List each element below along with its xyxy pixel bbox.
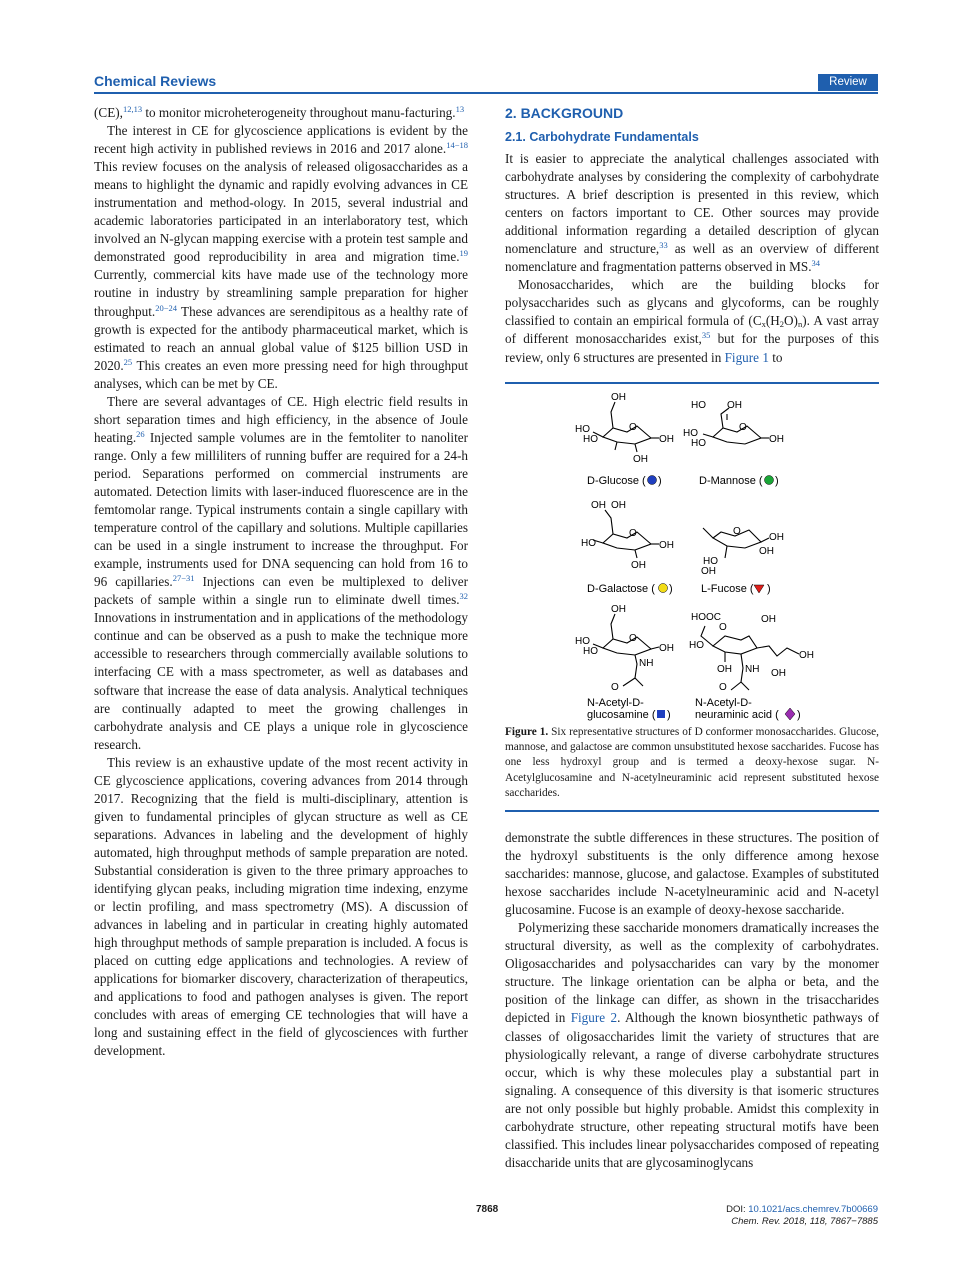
svg-text:L-Fucose (: L-Fucose ( <box>701 583 754 595</box>
svg-text:HO: HO <box>683 428 698 439</box>
svg-text:O: O <box>629 633 637 644</box>
citation[interactable]: 34 <box>811 258 821 269</box>
citation[interactable]: 26 <box>136 428 145 439</box>
svg-text:O: O <box>733 526 741 537</box>
svg-text:OH: OH <box>769 434 784 445</box>
neu5ac-symbol <box>785 708 795 720</box>
svg-text:HOOC: HOOC <box>691 612 721 623</box>
glucose-symbol <box>648 476 657 485</box>
svg-text:glucosamine (: glucosamine ( <box>587 709 656 721</box>
doi-link[interactable]: 10.1021/acs.chemrev.7b00669 <box>748 1204 878 1215</box>
svg-text:O: O <box>611 682 619 693</box>
subsection-heading: 2.1. Carbohydrate Fundamentals <box>505 130 699 144</box>
citation[interactable]: 14−18 <box>446 140 468 151</box>
fucose-symbol <box>754 585 764 593</box>
svg-text:OH: OH <box>717 664 732 675</box>
page-header <box>94 73 878 93</box>
svg-text:): ) <box>669 583 673 595</box>
monosaccharide-structures <box>565 390 815 722</box>
svg-text:HO: HO <box>583 646 598 657</box>
citation[interactable]: 19 <box>459 248 468 259</box>
svg-text:OH: OH <box>591 500 606 511</box>
right-column-top <box>505 104 879 367</box>
paragraph: This review is an exhaustive update of the most recent activity in CE glycoscience applications, covering advances from 2014 through 2017. Recognizing that the field is multi-disciplinary, attention is given to fundamental principles of glycan structure as well as CE separations. Advances in labeling and the development of highly automated, high throughput methods of sample preparation are noted. Substantial consideration is given to the three primary approaches to identifying glycan peaks, including migration time indexing, enzyme or lectin profiling, and mass spectrometry (MS). A discussion of advances in labeling and in particular in creating highly automated high throughput methods of sample preparation is included. A focus is placed on cutting edge applications and technologies. A review of applications for biomarker discovery, characterization of therapeutics, and applications to food and pathogen analyses is given. The report concludes with areas of emerging CE technologies that will have a long and sustaining effect in the field of glycosciences with further development. <box>94 754 468 1059</box>
empirical-formula: $(C_x(H_2O)_n)$. <box>748 313 810 330</box>
svg-text:OH: OH <box>701 566 716 577</box>
svg-text:HO: HO <box>691 438 706 449</box>
glcnac-symbol <box>657 710 665 718</box>
svg-text:D-Glucose (: D-Glucose ( <box>587 475 646 487</box>
svg-text:OH: OH <box>633 454 648 465</box>
citation[interactable]: 35 <box>701 330 711 341</box>
citation[interactable]: 20−24 <box>155 302 177 313</box>
svg-text:HO: HO <box>703 556 718 567</box>
svg-text:OH: OH <box>659 540 674 551</box>
svg-text:OH: OH <box>611 500 626 511</box>
svg-text:OH: OH <box>659 434 674 445</box>
svg-text:OH: OH <box>727 400 742 411</box>
citation[interactable]: 13 <box>455 104 465 114</box>
svg-text:): ) <box>775 475 779 487</box>
citation[interactable]: 33 <box>659 240 668 251</box>
left-column <box>94 104 468 1060</box>
svg-text:O: O <box>629 528 637 539</box>
paragraph: Polymerizing these saccharide monomers dramatically increases the structural diversity, as well as the complexity of carbohydrates. Oligosaccharides and polysaccharides can vary by the monomer structure. The linkage orientation can be alpha or beta, and the position of the linkage can differ, as shown in the trisaccharides depicted in Figure 2. Although the known biosynthetic pathways of classes of oligosaccharides limit the variety of structures that are physiologically relevant, a range of diverse carbohydrate structures occur, which is why these molecules play a substantial part in signaling. A consequence of this diversity is that isomeric structures are not only possible but highly probable. Amidst this complexity in carbohydrate structure, other repeating structural motifs have been classified. This includes linear polysaccharides composed of repeating disaccharide units that are glycosaminoglycans <box>505 920 879 1170</box>
citation[interactable]: 12,13 <box>122 104 143 114</box>
paragraph: There are several advantages of CE. High electric field results in short separation times and high efficiency, in the absence of Joule heating.$^{26}$ Injected sample volumes are in the femtoliter to nanoliter range. Only a few milliliters of running buffer are required for a 24-h period. Separations performed on commercial instruments are automated. Detection limits with laser-induced fluorescence are in the femtomolar range. Typical instruments contain a single capillary with temperature control of the capillary and solutions. Multiple capillaries can be used in a single instrument to increase the throughput. For example, instruments used for DNA sequencing can hold from 16 to 96 capillaries.$^{27-31}$ Injections can even be multiplexed to deliver packets of sample within a single run to eliminate dwell times.$^{32}$ Innovations in instrumentation and in applications of the methodology continue and can be observed as a push to make the technique more accessible to researchers through commercially available solutions to interfacing CE with a mass spectrometer, as well as databases and software that increase the ease of data analysis. Analytical techniques are continually adapted to meet the growing challenges in carbohydrate analysis and CE plays a unique role in glycoscience research. <box>94 393 469 752</box>
svg-text:O: O <box>739 422 747 433</box>
svg-text:HO: HO <box>575 636 590 647</box>
figure-1 <box>505 382 879 812</box>
paragraph: The interest in CE for glycoscience applications is evident by the recent high activity in published reviews in 2016 and 2017 alone.$^{14-18}$ This review focuses on the analysis of released oligosaccharides as a means to highlight the dynamic and rapidly evolving advances in CE instrumentation and method-ology. In 2015, several industrial and academic laboratories participated in an interlaboratory test, which involved an N-glycan mapping exercise with a protein test sample and demonstrated good reproducibility in area and migration time.$^{19}$ Currently, commercial kits have made use of the technology more routine in industry by streamlining sample preparation for higher throughput.$^{20-24}$ These advances are serendipitous as a healthy rate of growth is expected for the antibody pharmaceutical market, which is estimated to reach an annual global value of $125 billion USD in 2020.25 This creates an even more pressing need for high throughput analyses, which can be met by CE. <box>94 123 468 391</box>
svg-text:NH: NH <box>745 664 760 675</box>
page-number: 7868 <box>476 1204 499 1215</box>
citation[interactable]: 32 <box>459 591 468 602</box>
svg-text:): ) <box>658 475 662 487</box>
figure-caption: Figure 1. Six representative structures of D conformer monosaccharides. Glucose, mannose, and galactose are common unsubstituted hexose saccharides. Fucose has one less hydroxyl group and is termed a deoxy-hexose sugar. N-Acetylglucosamine and N-acetylneuraminic acid represent substituted hexose saccharides. <box>505 726 880 799</box>
footer-citation: DOI: 10.1021/acs.chemrev.7b00669 Chem. Rev. 2018, 118, 7867−7885 <box>726 1204 878 1227</box>
svg-text:N-Acetyl-D-: N-Acetyl-D- <box>695 697 752 709</box>
svg-text:D-Mannose (: D-Mannose ( <box>699 475 763 487</box>
galactose-symbol <box>659 584 668 593</box>
svg-text:HO: HO <box>575 424 590 435</box>
svg-text:OH: OH <box>659 643 674 654</box>
svg-text:HO: HO <box>691 400 706 411</box>
svg-text:OH: OH <box>769 532 784 543</box>
citation[interactable]: 27−31 <box>172 573 195 584</box>
svg-text:): ) <box>667 709 671 721</box>
svg-text:HO: HO <box>581 538 596 549</box>
figure-rule-bottom <box>505 810 879 812</box>
svg-text:O: O <box>719 682 727 693</box>
svg-text:): ) <box>767 583 771 595</box>
right-column-bottom <box>505 829 879 1172</box>
svg-text:OH: OH <box>799 650 814 661</box>
svg-text:D-Galactose (: D-Galactose ( <box>587 583 655 595</box>
svg-text:OH: OH <box>611 604 626 615</box>
svg-text:): ) <box>797 709 801 721</box>
mannose-symbol <box>765 476 774 485</box>
svg-text:HO: HO <box>583 434 598 445</box>
svg-text:O: O <box>719 622 727 633</box>
paragraph: It is easier to appreciate the analytical challenges associated with carbohydrate analyses by considering the complexity of carbohydrate structures. A brief description is presented in this review, which centers on factors important to CE. Other sources may provide additional information regarding a detailed description of glycan nomenclature and structure,$^{33}$ as well as an overview of different nomenclature and fragmentation patterns observed in MS.$^{34}$ <box>505 151 879 275</box>
svg-text:OH: OH <box>761 614 776 625</box>
paragraph: demonstrate the subtle differences in these structures. The position of the hydroxyl substituents is the only difference among hexose saccharides: mannose, glucose, and galactose. Examples of substituted hexose saccharides include N-acetylneuraminic acid and N-acetyl glucosamine. Fucose is an example of deoxy-hexose saccharide. <box>505 830 879 918</box>
svg-text:OH: OH <box>771 668 786 679</box>
figure-1-link[interactable]: Figure 1 <box>724 349 769 365</box>
svg-text:neuraminic acid (: neuraminic acid ( <box>695 709 779 721</box>
header-rule <box>94 92 878 94</box>
figure-2-link[interactable]: Figure 2 <box>570 1010 618 1026</box>
paragraph: Monosaccharides, which are the building blocks for polysaccharides such as glycans and glycoforms, can be roughly classified to contain an empirical formula of $(C_x(H_2O)_n)$. A vast array of different monosaccharides exist,$^{35}$ but for the purposes of this review, only 6 structures are presented in Figure 1 to <box>505 277 879 365</box>
svg-text:OH: OH <box>611 392 626 403</box>
svg-text:HO: HO <box>689 640 704 651</box>
article-type-badge: Review <box>818 74 878 91</box>
section-heading: 2. BACKGROUND <box>505 105 624 121</box>
journal-title[interactable]: Chemical Reviews <box>94 73 217 89</box>
citation[interactable]: 25 <box>123 356 133 367</box>
svg-text:O: O <box>629 422 637 433</box>
svg-text:OH: OH <box>631 560 646 571</box>
figure-rule-top <box>505 382 879 384</box>
paragraph: (CE),$^{12,13}$ to monitor microheterogeneity throughout manu-facturing.$^{13}$ <box>94 104 465 120</box>
svg-text:OH: OH <box>759 546 774 557</box>
svg-text:N-Acetyl-D-: N-Acetyl-D- <box>587 697 644 709</box>
svg-text:NH: NH <box>639 658 654 669</box>
